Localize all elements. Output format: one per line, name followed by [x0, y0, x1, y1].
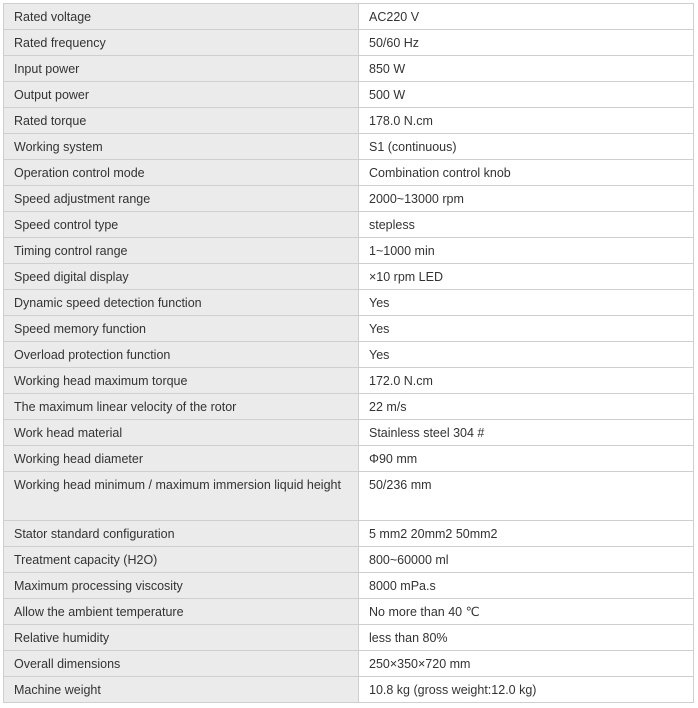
table-row	[4, 547, 694, 573]
spec-value: Yes	[359, 290, 694, 316]
spec-value: S1 (continuous)	[359, 134, 694, 160]
table-row	[4, 446, 694, 472]
table-row	[4, 368, 694, 394]
spec-label: Relative humidity	[4, 625, 359, 651]
spec-value: Yes	[359, 342, 694, 368]
spec-value: 250×350×720 mm	[359, 651, 694, 677]
table-row	[4, 56, 694, 82]
spec-label: Overall dimensions	[4, 651, 359, 677]
spec-value: 5 mm2 20mm2 50mm2	[359, 521, 694, 547]
table-row	[4, 521, 694, 547]
spec-value: stepless	[359, 212, 694, 238]
table-row	[4, 342, 694, 368]
table-row	[4, 238, 694, 264]
spec-label: Overload protection function	[4, 342, 359, 368]
spec-value: No more than 40 ℃	[359, 599, 694, 625]
spec-label: Treatment capacity (H2O)	[4, 547, 359, 573]
spec-label: Dynamic speed detection function	[4, 290, 359, 316]
table-row	[4, 290, 694, 316]
spec-value: 850 W	[359, 56, 694, 82]
table-row	[4, 82, 694, 108]
spec-value: Stainless steel 304 #	[359, 420, 694, 446]
table-row	[4, 30, 694, 56]
spec-label: Working head diameter	[4, 446, 359, 472]
table-row	[4, 625, 694, 651]
spec-value: 2000~13000 rpm	[359, 186, 694, 212]
spec-label: Rated torque	[4, 108, 359, 134]
table-row	[4, 677, 694, 703]
spec-value: 22 m/s	[359, 394, 694, 420]
spec-label: Operation control mode	[4, 160, 359, 186]
table-row	[4, 472, 694, 521]
spec-label: Output power	[4, 82, 359, 108]
spec-value: Yes	[359, 316, 694, 342]
spec-table	[3, 3, 694, 703]
table-row	[4, 4, 694, 30]
spec-value: 50/236 mm	[359, 472, 694, 521]
spec-label: Input power	[4, 56, 359, 82]
spec-value: less than 80%	[359, 625, 694, 651]
spec-value: 50/60 Hz	[359, 30, 694, 56]
table-row	[4, 212, 694, 238]
spec-value: 10.8 kg (gross weight:12.0 kg)	[359, 677, 694, 703]
spec-label: Working head maximum torque	[4, 368, 359, 394]
table-row	[4, 599, 694, 625]
table-row	[4, 264, 694, 290]
table-row	[4, 394, 694, 420]
spec-label: Work head material	[4, 420, 359, 446]
spec-label: Stator standard configuration	[4, 521, 359, 547]
spec-label: Rated voltage	[4, 4, 359, 30]
spec-label: Speed adjustment range	[4, 186, 359, 212]
spec-label: Working system	[4, 134, 359, 160]
spec-value: 1~1000 min	[359, 238, 694, 264]
spec-value: 178.0 N.cm	[359, 108, 694, 134]
table-row	[4, 134, 694, 160]
spec-label: Speed control type	[4, 212, 359, 238]
table-row	[4, 160, 694, 186]
spec-value: ×10 rpm LED	[359, 264, 694, 290]
spec-label: The maximum linear velocity of the rotor	[4, 394, 359, 420]
table-row	[4, 108, 694, 134]
table-row	[4, 420, 694, 446]
table-row	[4, 186, 694, 212]
spec-value: 172.0 N.cm	[359, 368, 694, 394]
spec-label: Allow the ambient temperature	[4, 599, 359, 625]
spec-value: AC220 V	[359, 4, 694, 30]
spec-table-body	[4, 4, 694, 703]
table-row	[4, 573, 694, 599]
spec-label: Maximum processing viscosity	[4, 573, 359, 599]
spec-value: 8000 mPa.s	[359, 573, 694, 599]
spec-value: 800~60000 ml	[359, 547, 694, 573]
spec-label: Working head minimum / maximum immersion liquid height	[4, 472, 359, 521]
spec-value: 500 W	[359, 82, 694, 108]
table-row	[4, 651, 694, 677]
spec-value: Combination control knob	[359, 160, 694, 186]
table-row	[4, 316, 694, 342]
spec-label: Speed memory function	[4, 316, 359, 342]
spec-value: Φ90 mm	[359, 446, 694, 472]
spec-label: Timing control range	[4, 238, 359, 264]
spec-label: Machine weight	[4, 677, 359, 703]
spec-label: Speed digital display	[4, 264, 359, 290]
spec-label: Rated frequency	[4, 30, 359, 56]
